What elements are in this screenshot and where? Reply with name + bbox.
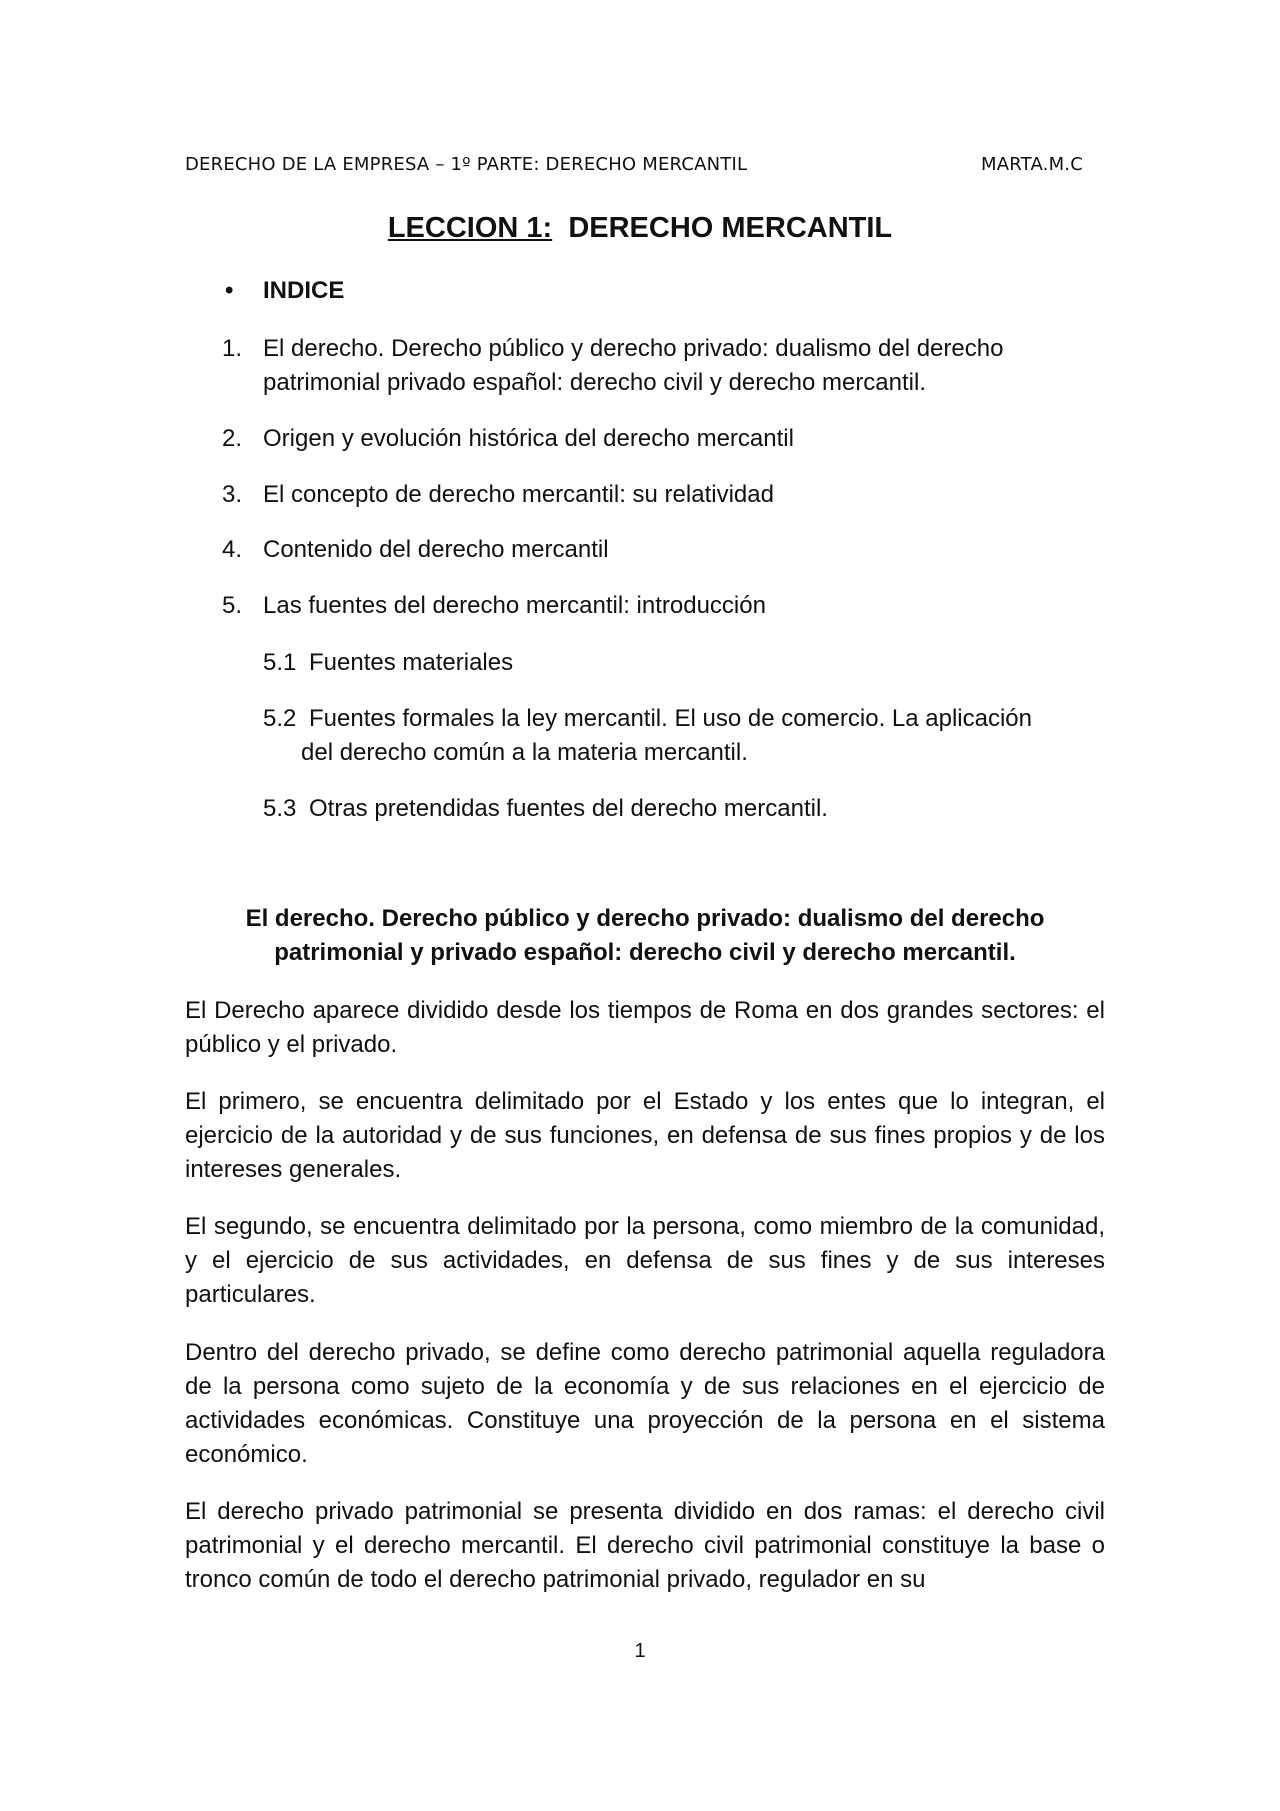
section-heading: El derecho. Derecho público y derecho privado: dualismo del derecho patrimonial y privado español: derecho civil y derecho mercantil. bbox=[245, 905, 1045, 966]
lesson-name: DERECHO MERCANTIL bbox=[568, 212, 893, 244]
index-item-number: 3. bbox=[222, 481, 243, 508]
index-subitem-number: 5.2 bbox=[263, 705, 297, 732]
index-item-number: 1. bbox=[222, 335, 243, 362]
index-item-text: Las fuentes del derecho mercantil: introducción bbox=[263, 592, 766, 619]
lesson-number: LECCION 1: bbox=[387, 212, 553, 244]
body-paragraph: El Derecho aparece dividido desde los tiempos de Roma en dos grandes sectores: el público y el privado. bbox=[185, 997, 1105, 1058]
index-subitem-number: 5.3 bbox=[263, 795, 297, 822]
index-subitem-text-line1: Fuentes formales la ley mercantil. El uso de comercio. La aplicación bbox=[309, 705, 1032, 732]
index-item-text: El concepto de derecho mercantil: su relatividad bbox=[263, 481, 774, 508]
index-subitem-text: Fuentes materiales bbox=[309, 649, 514, 676]
index-item-number: 5. bbox=[222, 592, 243, 619]
index-item-text: El derecho. Derecho público y derecho privado: dualismo del derecho patrimonial privado español: derecho civil y derecho mercantil. bbox=[263, 335, 1004, 396]
body-paragraph: El primero, se encuentra delimitado por el Estado y los entes que lo integran, el ejercicio de la autoridad y de sus funciones, en defensa de sus fines propios y de los intereses generales. bbox=[185, 1088, 1105, 1183]
index-item-text: Origen y evolución histórica del derecho mercantil bbox=[263, 425, 794, 452]
lesson-title bbox=[0, 212, 1280, 245]
index-label: INDICE bbox=[263, 277, 345, 304]
index-item-number: 4. bbox=[222, 536, 243, 563]
index-item-number: 2. bbox=[222, 425, 243, 452]
body-paragraph: Dentro del derecho privado, se define como derecho patrimonial aquella reguladora de la persona como sujeto de la economía y de sus relaciones en el ejercicio de actividades económicas. Constituye una proyección de la persona en el sistema económico. bbox=[185, 1339, 1105, 1468]
header-author: MARTA.M.C bbox=[981, 154, 1083, 175]
index-subitem-number: 5.1 bbox=[263, 649, 297, 676]
body-paragraph: El segundo, se encuentra delimitado por la persona, como miembro de la comunidad, y el ejercicio de sus actividades, en defensa de sus fines y de sus intereses particulares. bbox=[185, 1213, 1105, 1308]
header-course-title: DERECHO DE LA EMPRESA – 1º PARTE: DERECHO MERCANTIL bbox=[185, 154, 748, 175]
index-subitem-text bbox=[301, 702, 1109, 770]
index-subitem-text-line2: del derecho común a la materia mercantil. bbox=[301, 739, 748, 766]
body-paragraph: El derecho privado patrimonial se presenta dividido en dos ramas: el derecho civil patrimonial y el derecho mercantil. El derecho civil patrimonial constituye la base o tronco común de todo el derecho patrimonial privado, regulador en su bbox=[185, 1498, 1105, 1593]
index-item-text: Contenido del derecho mercantil bbox=[263, 536, 609, 563]
page-number: 1 bbox=[634, 1640, 646, 1662]
index-subitem-text: Otras pretendidas fuentes del derecho mercantil. bbox=[309, 795, 828, 822]
bullet-icon: • bbox=[225, 277, 234, 304]
